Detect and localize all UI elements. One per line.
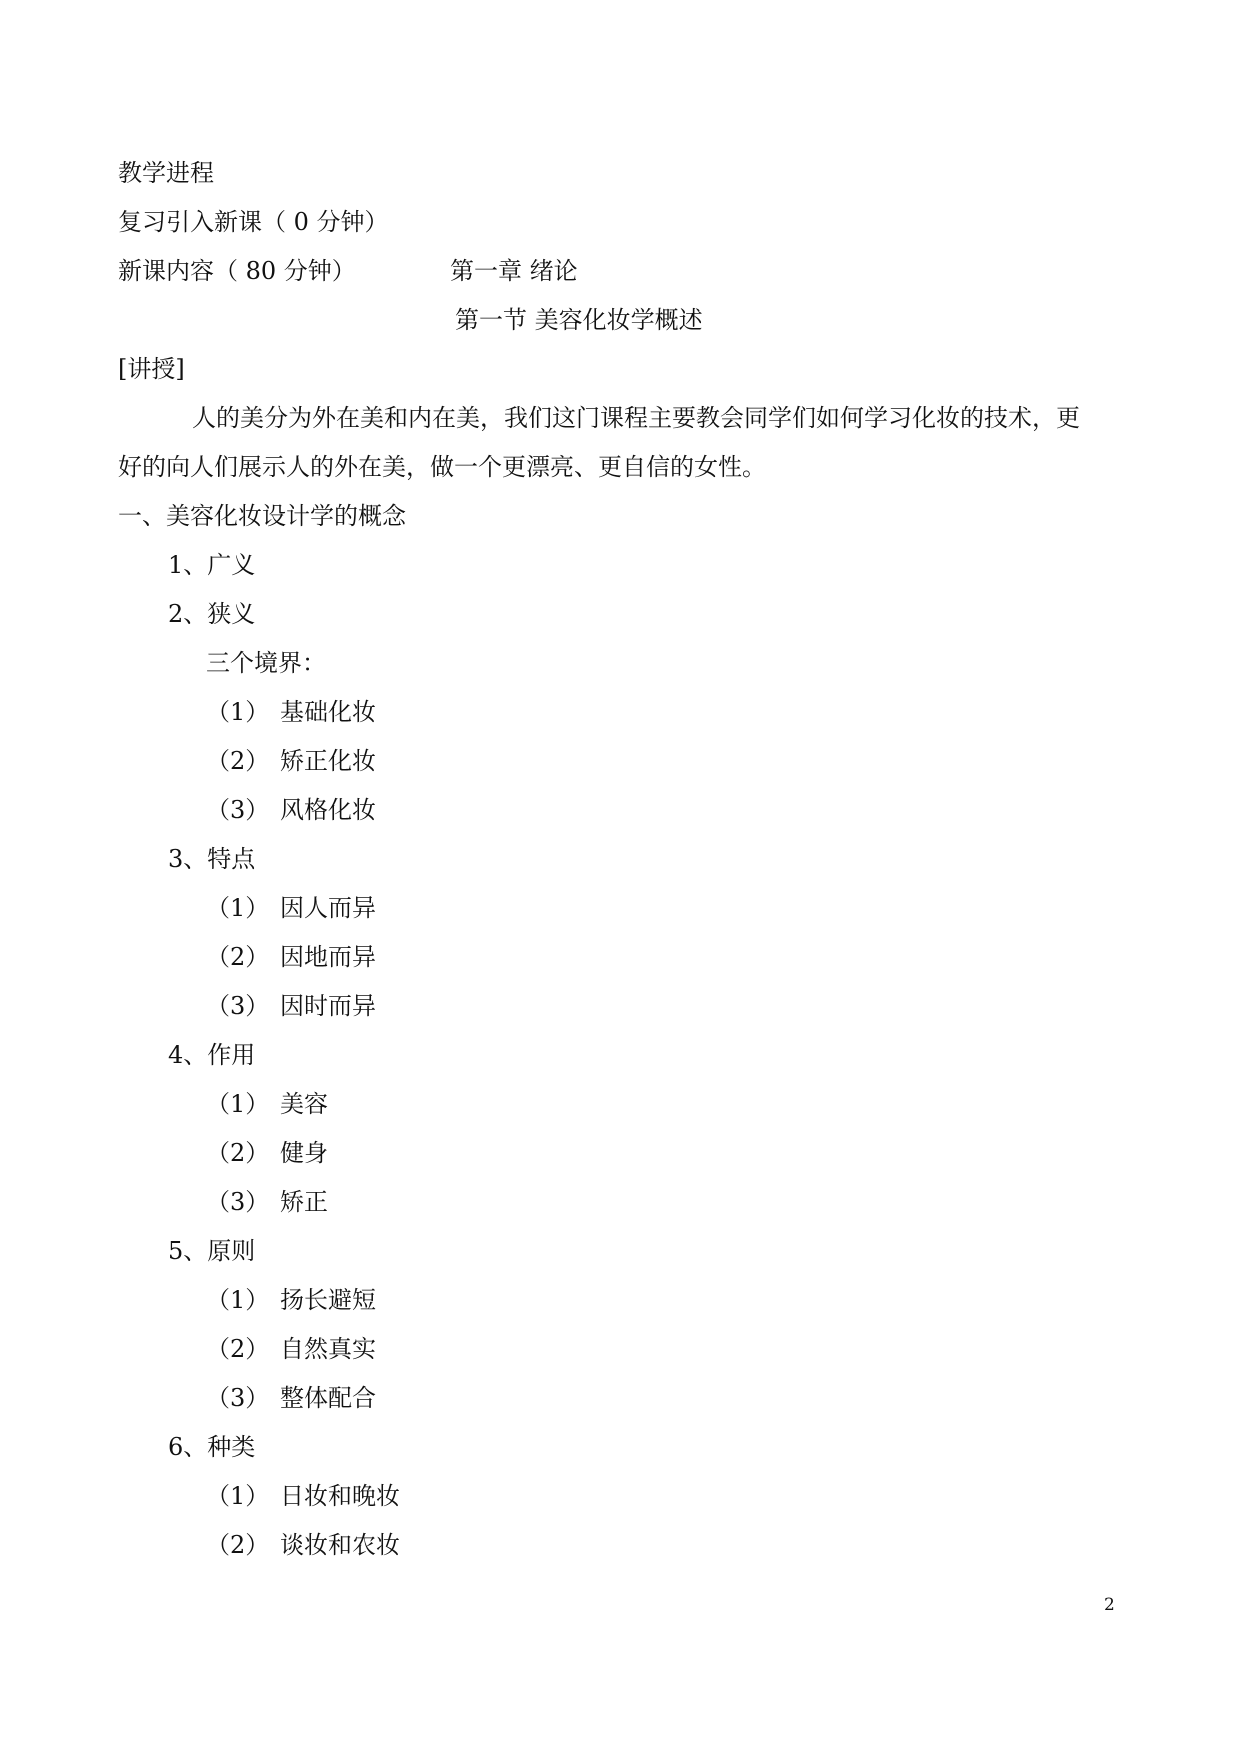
item-number: （3） <box>206 1384 270 1412</box>
new-content-line: 新课内容（ 80 分钟） <box>118 257 356 285</box>
item-number: （1） <box>206 1482 270 1510</box>
realms-label: 三个境界： <box>206 649 326 677</box>
item-text: 美容 <box>280 1090 328 1118</box>
item-text: 扬长避短 <box>280 1286 376 1314</box>
item-number: （1） <box>206 894 270 922</box>
page-number: 2 <box>1104 1595 1115 1615</box>
item-number: （1） <box>206 1090 270 1118</box>
teaching-progress-heading: 教学进程 <box>118 159 214 187</box>
item-number: （2） <box>206 1531 270 1559</box>
item-text: 日妆和晚妆 <box>280 1482 400 1510</box>
list-item-narrow: 2、狭义 <box>168 600 256 628</box>
item-text: 因人而异 <box>280 894 376 922</box>
list-item-functions: 4、作用 <box>168 1041 256 1069</box>
list-item-broad: 1、广义 <box>168 551 256 579</box>
chapter-title: 第一章 绪论 <box>450 257 578 285</box>
item-text: 矫正化妆 <box>280 747 376 775</box>
list-item-features: 3、特点 <box>168 845 256 873</box>
item-number: （2） <box>206 1335 270 1363</box>
item-text: 基础化妆 <box>280 698 376 726</box>
intro-paragraph-line-2: 好的向人们展示人的外在美，做一个更漂亮、更自信的女性。 <box>118 453 766 481</box>
item-text: 因时而异 <box>280 992 376 1020</box>
list-item-principles: 5、原则 <box>168 1237 256 1265</box>
item-text: 自然真实 <box>280 1335 376 1363</box>
intro-paragraph-line-1: 人的美分为外在美和内在美，我们这门课程主要教会同学们如何学习化妆的技术，更 <box>192 404 1080 432</box>
list-item-types: 6、种类 <box>168 1433 256 1461</box>
item-number: （1） <box>206 698 270 726</box>
item-number: （3） <box>206 992 270 1020</box>
item-number: （3） <box>206 1188 270 1216</box>
item-text: 风格化妆 <box>280 796 376 824</box>
item-text: 健身 <box>280 1139 328 1167</box>
item-text: 整体配合 <box>280 1384 376 1412</box>
section-heading-concept: 一、美容化妆设计学的概念 <box>118 502 406 530</box>
item-number: （1） <box>206 1286 270 1314</box>
item-text: 因地而异 <box>280 943 376 971</box>
item-number: （2） <box>206 747 270 775</box>
section-title: 第一节 美容化妆学概述 <box>455 306 703 334</box>
lecture-tag: [讲授] <box>118 355 185 383</box>
item-number: （2） <box>206 943 270 971</box>
item-text: 谈妆和农妆 <box>280 1531 400 1559</box>
item-text: 矫正 <box>280 1188 328 1216</box>
item-number: （3） <box>206 796 270 824</box>
review-line: 复习引入新课（ 0 分钟） <box>118 208 389 236</box>
item-number: （2） <box>206 1139 270 1167</box>
